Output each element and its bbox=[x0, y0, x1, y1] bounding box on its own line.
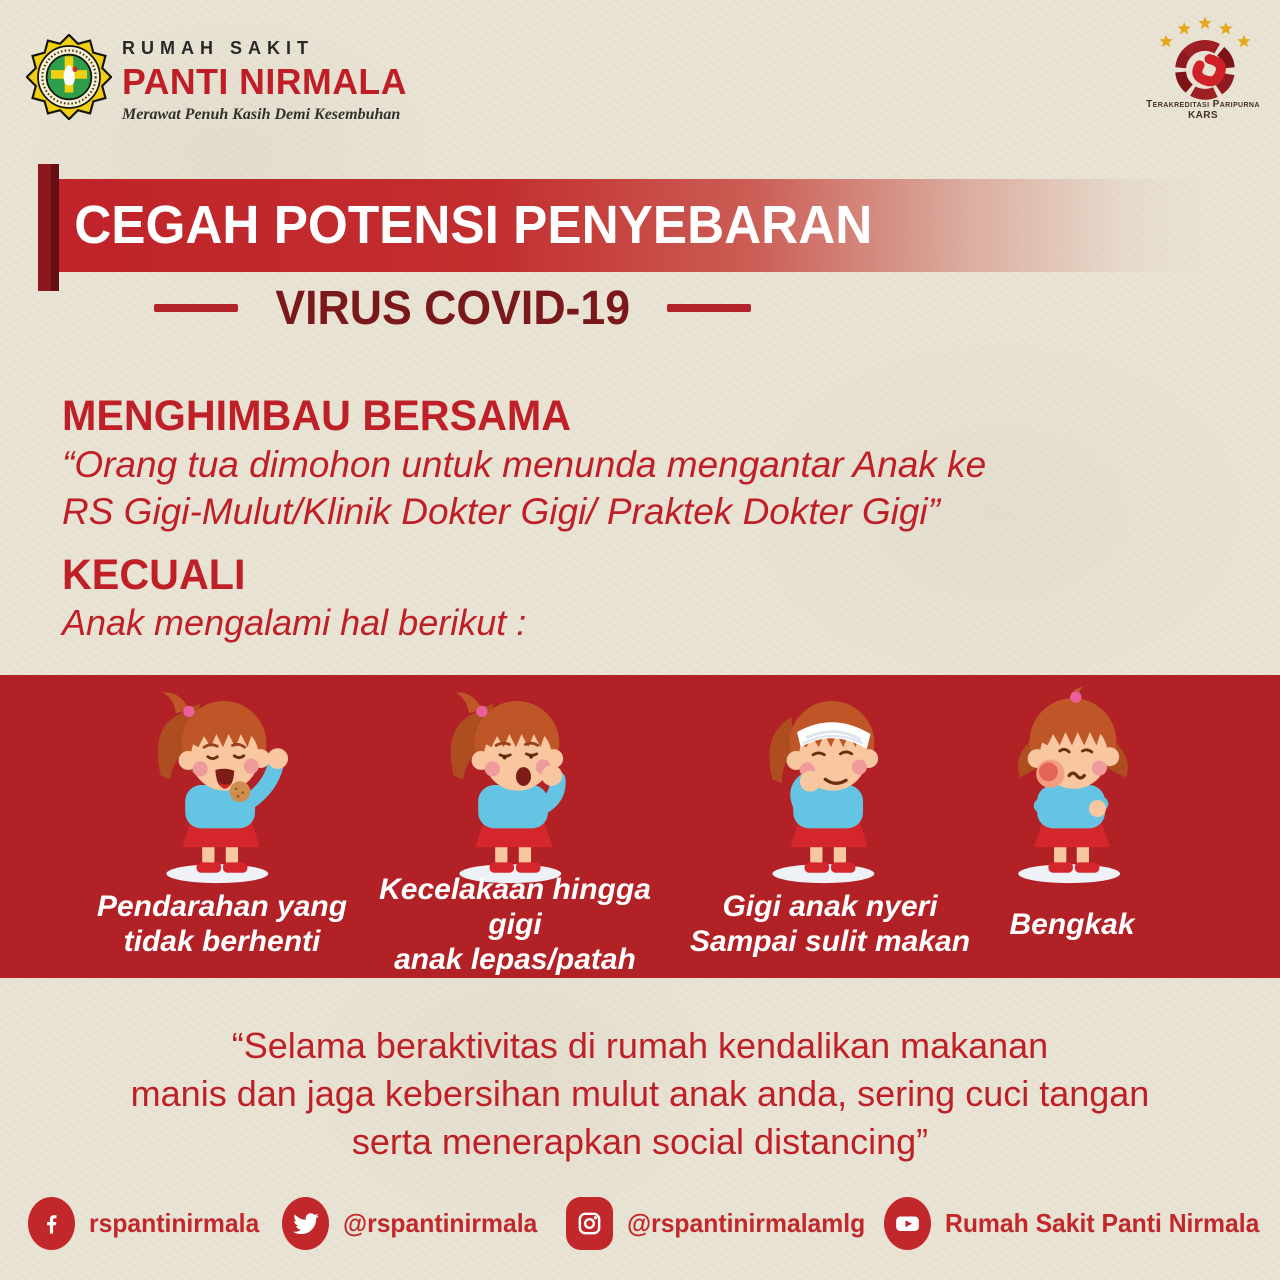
banner-ribbon bbox=[38, 164, 59, 291]
child-bleeding-illustration-icon bbox=[129, 685, 315, 885]
kars-accreditation-logo bbox=[1146, 12, 1264, 100]
kars-accreditation-text bbox=[1118, 99, 1280, 121]
child-toothache-illustration-icon bbox=[737, 685, 923, 885]
exception-heading: KECUALI bbox=[62, 551, 246, 599]
condition-toothache bbox=[672, 685, 988, 961]
twitter-item[interactable] bbox=[282, 1197, 548, 1250]
youtube-icon[interactable] bbox=[884, 1197, 931, 1250]
appeal-heading: MENGHIMBAU BERSAMA bbox=[62, 392, 572, 440]
lotus-emblem-icon bbox=[26, 34, 112, 120]
caption-line: tidak berhenti bbox=[123, 925, 321, 958]
org-name: PANTI NIRMALA bbox=[122, 61, 407, 102]
facebook-item[interactable] bbox=[28, 1197, 268, 1250]
accreditation-line1: Terakreditasi Paripurna bbox=[1146, 99, 1260, 110]
closing-line1: “Selama beraktivitas di rumah kendalikan makanan bbox=[231, 1025, 1049, 1066]
instagram-handle[interactable]: @rspantinirmalamlg bbox=[627, 1208, 866, 1238]
caption-line: Gigi anak nyeri bbox=[722, 890, 938, 923]
facebook-handle[interactable]: rspantinirmala bbox=[89, 1208, 260, 1238]
instagram-item[interactable] bbox=[566, 1197, 878, 1250]
closing-quote bbox=[0, 1022, 1280, 1166]
condition-swollen bbox=[948, 685, 1196, 961]
left-dash bbox=[154, 304, 238, 312]
caption-line: Sampai sulit makan bbox=[689, 925, 971, 958]
youtube-item[interactable] bbox=[884, 1197, 1276, 1250]
closing-line3: serta menerapkan social distancing” bbox=[351, 1121, 929, 1162]
child-swollen-illustration-icon bbox=[979, 685, 1165, 885]
accreditation-line2: KARS bbox=[1188, 110, 1218, 121]
conditions-band bbox=[0, 675, 1280, 978]
condition-bleeding bbox=[72, 685, 372, 961]
org-tagline: Merawat Penuh Kasih Demi Kesembuhan bbox=[122, 106, 401, 123]
headline-subtitle: VIRUS COVID-19 bbox=[275, 281, 630, 335]
right-dash bbox=[667, 304, 751, 312]
hospital-wordmark bbox=[122, 38, 410, 124]
kars-q-icon bbox=[1146, 12, 1264, 107]
condition-caption bbox=[362, 872, 668, 976]
caption-line: Pendarahan yang bbox=[96, 890, 348, 923]
condition-caption bbox=[948, 887, 1196, 961]
headline-banner bbox=[59, 179, 1205, 272]
caption-line: Bengkak bbox=[1009, 907, 1135, 941]
twitter-icon[interactable] bbox=[282, 1197, 329, 1250]
closing-line2: manis dan jaga kebersihan mulut anak anda, sering cuci tangan bbox=[130, 1073, 1150, 1114]
headline-subtitle-row bbox=[0, 281, 905, 335]
appeal-quote-line1: “Orang tua dimohon untuk menunda mengantar Anak ke bbox=[62, 444, 987, 485]
facebook-icon[interactable] bbox=[28, 1197, 75, 1250]
twitter-handle[interactable]: @rspantinirmala bbox=[343, 1208, 538, 1238]
caption-line: anak lepas/patah bbox=[394, 942, 636, 976]
appeal-quote bbox=[62, 441, 986, 535]
hospital-logo bbox=[26, 34, 112, 120]
org-type: RUMAH SAKIT bbox=[122, 38, 314, 58]
exception-subheading: Anak mengalami hal berikut : bbox=[62, 602, 527, 643]
child-tooth-loss-illustration-icon bbox=[422, 685, 608, 885]
youtube-channel[interactable]: Rumah Sakit Panti Nirmala bbox=[945, 1208, 1260, 1238]
appeal-quote-line2: RS Gigi-Mulut/Klinik Dokter Gigi/ Praktek Dokter Gigi” bbox=[62, 491, 940, 532]
headline-title: CEGAH POTENSI PENYEBARAN bbox=[74, 195, 873, 255]
instagram-icon[interactable] bbox=[566, 1197, 613, 1250]
condition-caption bbox=[72, 887, 372, 961]
condition-caption bbox=[672, 887, 988, 961]
condition-tooth-loss bbox=[362, 685, 668, 976]
caption-line: Kecelakaan hingga gigi bbox=[379, 872, 651, 941]
